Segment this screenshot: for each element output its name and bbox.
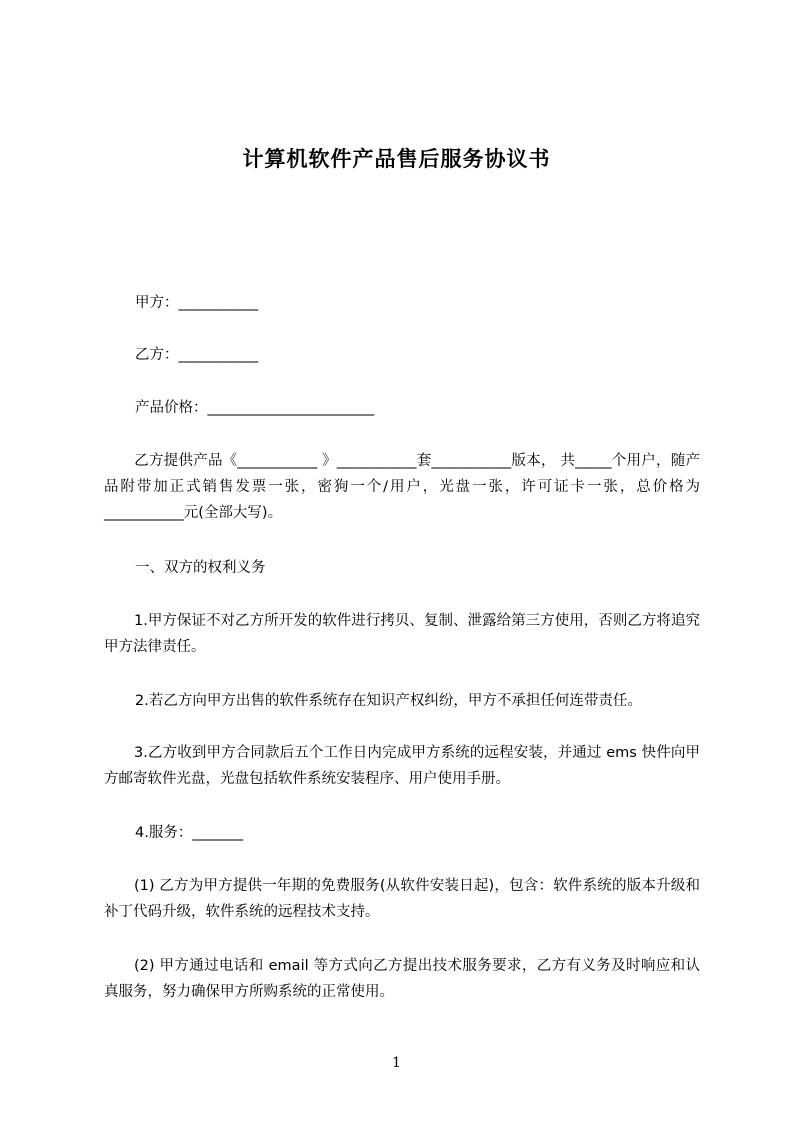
party-b-line: 乙方：___________ xyxy=(135,347,259,363)
page-number: 1 xyxy=(392,1055,401,1071)
clause-2-paragraph: 2.若乙方向甲方出售的软件系统存在知识产权纠纷，甲方不承担任何连带责任。 xyxy=(135,693,642,709)
document-title: 计算机软件产品售后服务协议书 xyxy=(242,147,551,171)
intro-paragraph xyxy=(104,448,700,526)
party-a-line: 甲方：___________ xyxy=(135,295,259,311)
sub-clause-2-text: (2) 甲方通过电话和 email 等方式向乙方提出技术服务要求，乙方有义务及时响应和认真服务，努力确保甲方所购系统的正常使用。 xyxy=(104,958,700,1000)
clause-1-text: 1.甲方保证不对乙方所开发的软件进行拷贝、复制、泄露给第三方使用，否则乙方将追究甲方法律责任。 xyxy=(104,613,700,655)
clause-3-paragraph xyxy=(104,740,700,792)
product-price-line: 产品价格：_______________________ xyxy=(135,400,375,416)
sub-clause-1-paragraph xyxy=(104,873,700,925)
clause-4-line: 4.服务：_______ xyxy=(135,825,244,841)
sub-clause-1-text: (1) 乙方为甲方提供一年期的免费服务(从软件安装日起)，包含：软件系统的版本升级和补丁代码升级，软件系统的远程技术支持。 xyxy=(104,878,700,920)
sub-clause-2-paragraph xyxy=(104,953,700,1005)
section-1-heading: 一、双方的权利义务 xyxy=(135,560,266,576)
clause-1-paragraph xyxy=(104,608,700,660)
intro-text: 乙方提供产品《___________ 》___________套___________版本， 共_____个用户，随产品附带加正式销售发票一张，密狗一个/用户，光盘一张，许可证卡一张，总价格为___________元(全部大写)。 xyxy=(104,453,700,521)
clause-3-text: 3.乙方收到甲方合同款后五个工作日内完成甲方系统的远程安装，并通过 ems 快件向甲方邮寄软件光盘，光盘包括软件系统安装程序、用户使用手册。 xyxy=(104,745,700,787)
